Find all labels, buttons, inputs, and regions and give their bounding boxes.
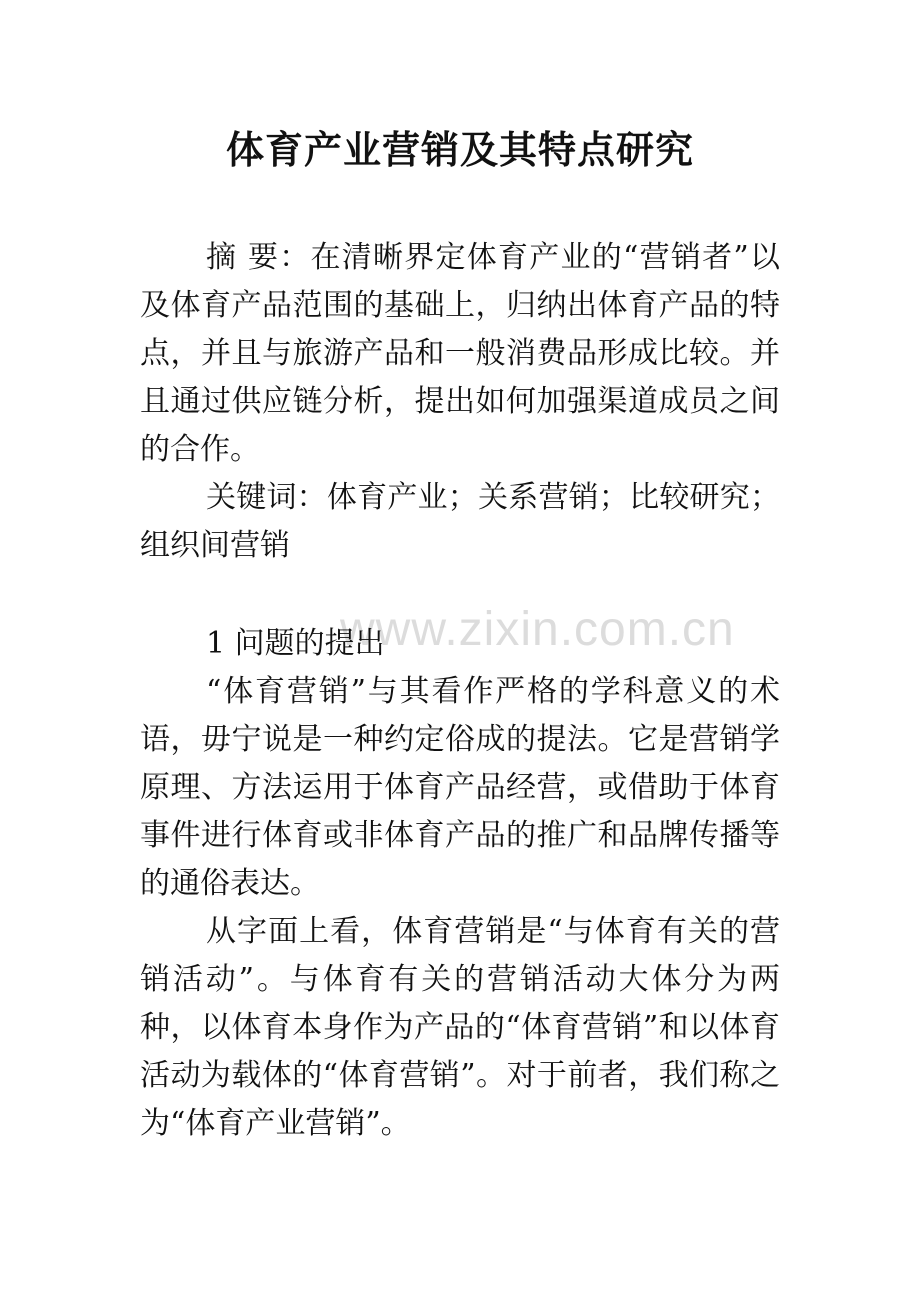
abstract-paragraph: 摘 要：在清晰界定体育产业的“营销者”以及体育产品范围的基础上，归纳出体育产品的特点，并且与旅游产品和一般消费品形成比较。并且通过供应链分析，提出如何加强渠道成员之间的合作。	[140, 240, 780, 467]
keywords-paragraph: 关键词：体育产业；关系营销；比较研究；组织间营销	[140, 480, 780, 563]
body-paragraph: 从字面上看，体育营销是“与体育有关的营销活动”。与体育有关的营销活动大体分为两种，以体育本身作为产品的“体育营销”和以体育活动为载体的“体育营销”。对于前者，我们称之为“体育产业营销”。	[140, 914, 780, 1141]
abstract-block	[140, 234, 780, 570]
section-heading: 1 问题的提出	[206, 626, 385, 661]
watermark: www.zixin.com.cn	[340, 603, 735, 656]
document-title: 体育产业营销及其特点研究	[225, 127, 694, 172]
body-paragraph: “体育营销”与其看作严格的学科意义的术语，毋宁说是一种约定俗成的提法。它是营销学原理、方法运用于体育产品经营，或借助于体育事件进行体育或非体育产品的推广和品牌传播等的通俗表达。	[140, 674, 780, 901]
section-1	[140, 620, 780, 1148]
